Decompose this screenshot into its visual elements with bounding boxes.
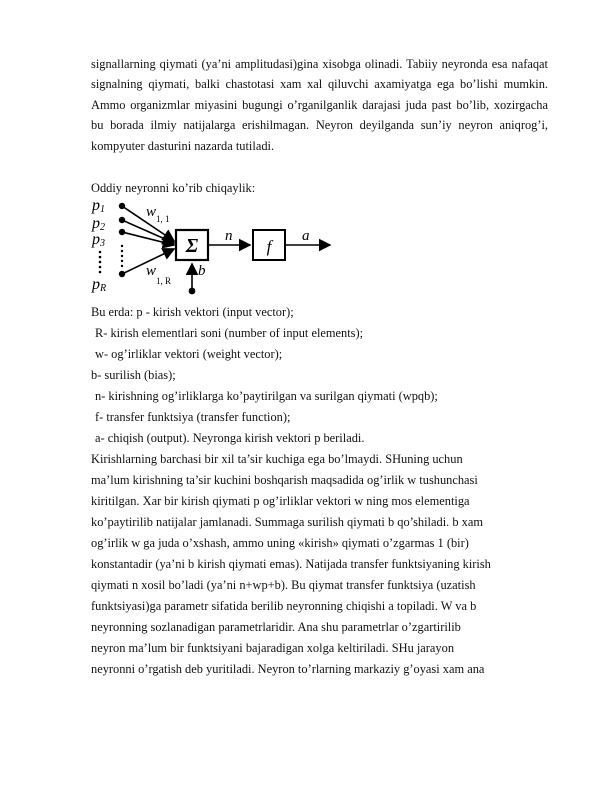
paragraph-line: og’irlik w ga juda o’xshash, ammo uning «kirish» qiymati o’zgarmas 1 (bir) (91, 536, 469, 550)
paragraph-line: Kirishlarning barchasi bir xil ta’sir kuchiga ega bo’lmaydi. SHuning uchun (91, 452, 463, 466)
definition-line: w- og’irliklar vektori (weight vector); (95, 347, 283, 361)
input-label-p1: p1 (92, 197, 105, 215)
input-label-p3: p3 (92, 231, 105, 249)
definition-line: a- chiqish (output). Neyronga kirish vektori p beriladi. (95, 431, 365, 445)
transfer-label: f (266, 237, 272, 256)
definition-line: b- surilish (bias); (91, 368, 176, 382)
paragraph-line: neyronning sozlanadigan parametrlaridir. Ana shu parametrlar o’zgartirilib (91, 620, 461, 634)
net-label: n (225, 228, 233, 244)
definition-line: R- kirish elementlari soni (number of input elements); (95, 326, 364, 340)
paragraph-line: funktsiyasi)ga parametr sifatida berilib neyronning chiqishi a topiladi. W va b (91, 599, 477, 613)
output-label: a (302, 228, 310, 244)
input-ellipsis-left (99, 251, 102, 274)
bias-node (189, 288, 196, 295)
paragraph-line: qiymati n xosil bo’ladi (ya’ni n+wp+b). Bu qiymat transfer funktsiya (uzatish (91, 578, 476, 592)
weight-label-top: $w_{1, 1}$ (146, 204, 170, 224)
paragraph-line: konstantadir (ya’ni b kirish qiymati emas). Natijada transfer funktsiyaning kirish (91, 557, 491, 571)
definition-line: n- kirishning og’irliklarga ko’paytirilgan va surilgan qiymati (wpqb); (95, 389, 438, 403)
paragraph-line: neyron ma’lum bir funktsiyani bajaradigan xolga keltiriladi. SHu jarayon (91, 641, 455, 655)
sigma-symbol: Σ (185, 235, 199, 257)
neuron-diagram (88, 196, 348, 298)
input-label-p2: p2 (92, 215, 105, 233)
paragraph-line: neyronni o’rgatish deb yuritiladi. Neyron to’rlarning markaziy g’oyasi xam ana (91, 662, 485, 676)
paragraph-line: kiritilgan. Xar bir kirish qiymati p og’irliklar vektori w ning mos elementiga (91, 494, 470, 508)
input-label-pR: pR (92, 276, 107, 294)
intro-line: Oddiy neyronni ko’rib chiqaylik: (91, 181, 256, 195)
paragraph-line: ko’paytirilib natijalar jamlanadi. Summaga surilish qiymati b qo’shiladi. b xam (91, 515, 483, 529)
weight-label-bottom: $w_{1, R}$ (146, 263, 172, 286)
bias-label: b (198, 263, 206, 279)
definition-line: f- transfer funktsiya (transfer function); (95, 410, 291, 424)
paragraph-line: ma’lum kirishning ta’sir kuchini boshqarish maqsadida og’irlik w tushunchasi (91, 473, 478, 487)
definition-line: Bu erda: p - kirish vektori (input vector); (91, 305, 294, 319)
paragraph-signals: signallarning qiymati (ya’ni amplitudasi)gina xisobga olinadi. Tabiiy neyronda esa nafaqat signalning qiymati, balki chastotasi xam xal qiluvchi axamiyatga ega bo’lishi mumkin. Ammo organizmlar miyasini bugungi o’rganilganlik darajasi juda past bo’lib, xozirgacha bu borada ilmiy natijalarga erishilmagan. Neyron deyilganda sun’iy neyron aniqrog’i, kompyuter dasturini nazarda tutiladi. (91, 57, 548, 153)
input-ellipsis-right (121, 245, 123, 267)
